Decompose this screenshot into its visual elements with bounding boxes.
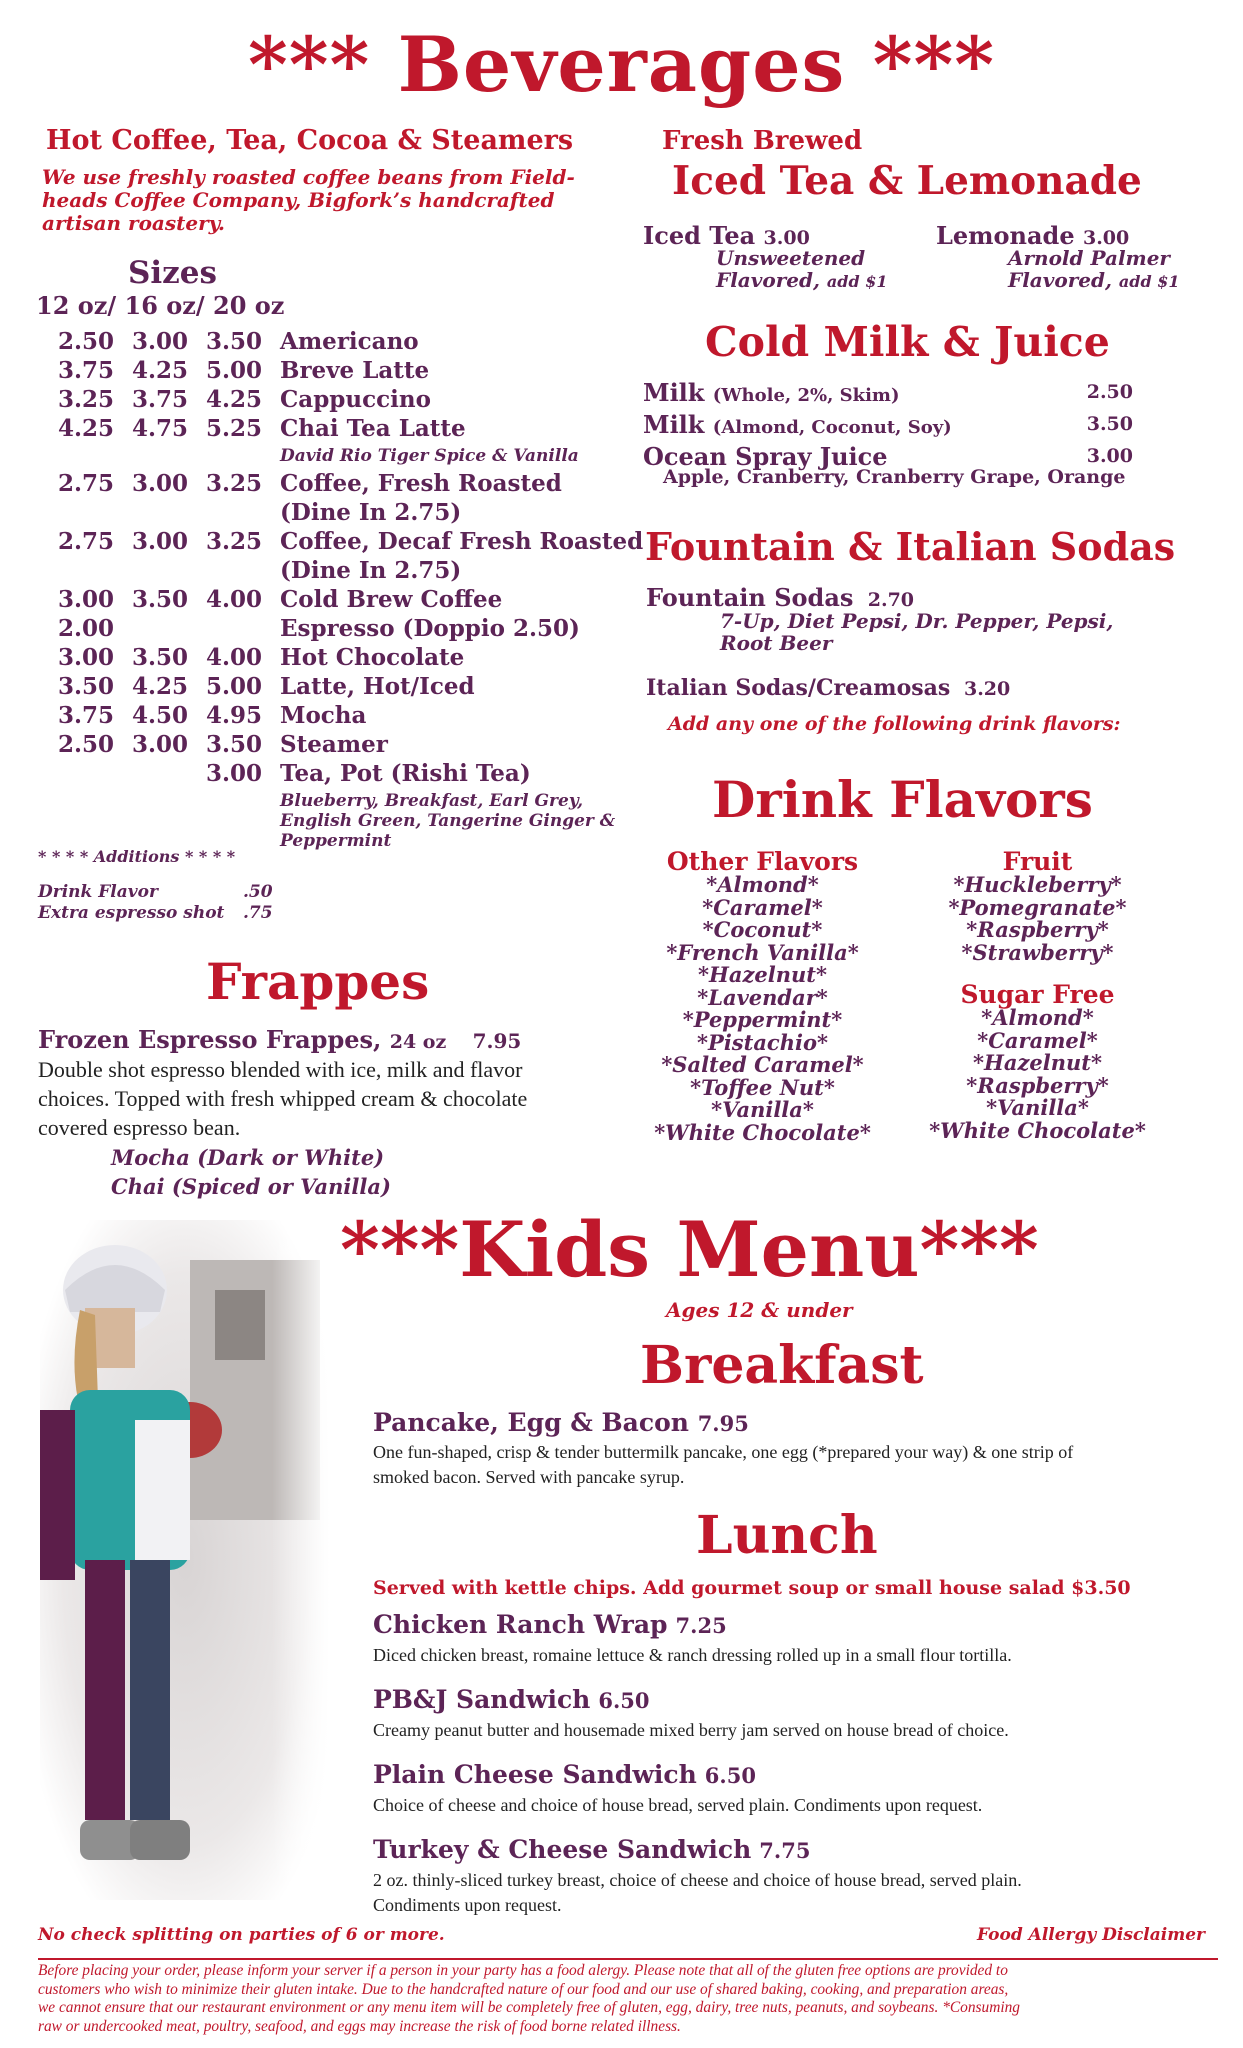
- coffee-item: [58, 643, 648, 672]
- coffee-price-p1: 2.75: [58, 470, 115, 497]
- coffee-item-name: Americano: [280, 328, 419, 355]
- frappes-item: Frozen Espresso Frappes, 24 oz 7.95: [38, 1025, 522, 1054]
- lunch-item-description: Choice of cheese and choice of house bread, served plain. Condiments upon request.: [373, 1795, 983, 1815]
- flavor-item: *Pistachio*: [697, 1029, 828, 1055]
- lunch-item-description: Creamy peanut butter and housemade mixed berry jam served on house bread of choice.: [373, 1720, 1009, 1740]
- allergy-disclaimer-text: Before placing your order, please inform your server if a person in your party has a food alergy. Please note that all of the gluten free options are provided to customers who wish to minimize their gluten intake. Due to the handcrafted nature of our food and our use of shared baking, cooking, and preparation areas, we cannot ensure that our restaurant environment or any menu item will be completely free of gluten, egg, dairy, tree nuts, peanuts, and soybeans. *Consuming raw or undercooked meat, poultry, seafood, and eggs may increase the risk of food borne related illness.: [38, 1962, 1021, 2035]
- coffee-price-p1: 3.00: [58, 644, 115, 671]
- coffee-subnote: [58, 791, 648, 811]
- lunch-item-title: [373, 1758, 1022, 1793]
- coffee-item: [58, 759, 648, 788]
- fountain-sodas-list: 7-Up, Diet Pepsi, Dr. Pepper, Pepsi, Root Beer: [720, 609, 1114, 655]
- flavor-item: *Almond*: [981, 1005, 1094, 1030]
- lunch-note: Served with kettle chips. Add gourmet soup or small house salad $3.50: [373, 1577, 1131, 1599]
- child-photo-illustration: [40, 1220, 330, 1900]
- coffee-price-p3: 3.50: [206, 328, 263, 355]
- lunch-item-price: 6.50: [704, 1763, 756, 1788]
- coffee-item-name: Cold Brew Coffee: [280, 586, 503, 613]
- beverages-title: *** Beverages ***: [247, 20, 996, 109]
- fresh-brewed-label: Fresh Brewed: [662, 126, 863, 156]
- lunch-item-price: 6.50: [598, 1688, 650, 1713]
- coffee-price-p1: 3.25: [58, 386, 115, 413]
- fruit-flavors-list: [905, 874, 1170, 964]
- coffee-price-p1: [58, 759, 132, 788]
- coffee-price-p2: 3.00: [132, 328, 189, 355]
- coffee-price-p1: 2.50: [58, 731, 115, 758]
- flavor-item: *Huckleberry*: [953, 872, 1122, 897]
- coffee-item-name: Espresso (Doppio 2.50): [280, 615, 580, 642]
- coffee-price-p1: [58, 498, 132, 527]
- breakfast-heading: Breakfast: [640, 1335, 924, 1396]
- lunch-item-name: Turkey & Cheese Sandwich: [373, 1835, 752, 1864]
- cold-milk-juice-heading: Cold Milk & Juice: [705, 318, 1110, 366]
- frappes-heading: Frappes: [206, 952, 430, 1011]
- lemonade-item: Lemonade 3.00: [936, 221, 1130, 250]
- lunch-items: [373, 1608, 1022, 1918]
- lunch-item: [373, 1683, 1022, 1743]
- flavor-item: *Strawberry*: [961, 939, 1114, 965]
- coffee-item-name: Steamer: [280, 731, 388, 758]
- flavor-item: *Raspberry*: [966, 917, 1109, 942]
- coffee-subnote: [58, 443, 648, 469]
- lunch-item-description: Diced chicken breast, romaine lettuce & ranch dressing rolled up in a small flour tortilla.: [373, 1645, 1012, 1665]
- lunch-item: [373, 1608, 1022, 1668]
- coffee-price-p3: 3.00: [206, 760, 263, 787]
- coffee-item: [58, 672, 648, 701]
- frappes-options: Mocha (Dark or White) Chai (Spiced or Vanilla): [111, 1145, 391, 1199]
- coffee-price-p3: 3.25: [206, 470, 263, 497]
- flavor-item: *Almond*: [706, 872, 819, 897]
- flavor-item: *Salted Caramel*: [661, 1052, 864, 1077]
- coffee-item-name: Coffee, Decaf Fresh Roasted: [280, 528, 644, 555]
- lunch-item-title: [373, 1833, 1022, 1868]
- coffee-price-p3: 4.00: [206, 644, 263, 671]
- flavor-item: *Peppermint*: [682, 1007, 843, 1032]
- coffee-item-name: Mocha: [280, 702, 367, 729]
- coffee-price-p3: 5.25: [206, 415, 263, 442]
- coffee-price-p2: 3.50: [132, 586, 189, 613]
- coffee-price-p3: 4.25: [206, 386, 263, 413]
- flavor-add-note: Add any one of the following drink flavors:: [668, 713, 1121, 735]
- lunch-item-price: 7.25: [675, 1613, 727, 1638]
- coffee-price-p1: 2.00: [58, 615, 115, 642]
- coffee-price-p2: 3.75: [132, 386, 189, 413]
- coffee-item: [58, 556, 648, 585]
- coffee-price-p2: 3.00: [132, 470, 189, 497]
- coffee-price-p2: 3.50: [132, 644, 189, 671]
- coffee-price-p3: [206, 614, 280, 643]
- coffee-item-name: (Dine In 2.75): [280, 499, 462, 526]
- coffee-price-p1: 3.50: [58, 673, 115, 700]
- flavor-item: *White Chocolate*: [654, 1119, 871, 1145]
- lunch-item-price: 7.75: [759, 1838, 811, 1863]
- lunch-heading: Lunch: [696, 1505, 878, 1566]
- lunch-item: [373, 1758, 1022, 1818]
- lunch-item-name: Chicken Ranch Wrap: [373, 1610, 668, 1639]
- lunch-item-title: [373, 1608, 1022, 1643]
- hot-drinks-heading: Hot Coffee, Tea, Cocoa & Steamers: [46, 125, 574, 156]
- lemonade-options: Arnold Palmer Flavored, add $1: [1008, 246, 1180, 292]
- coffee-price-p3: [206, 498, 280, 527]
- iced-tea-options: Unsweetened Flavored, add $1: [716, 246, 888, 292]
- coffee-price-p2: 4.50: [132, 702, 189, 729]
- coffee-item: [58, 527, 648, 556]
- coffee-item-name: Coffee, Fresh Roasted: [280, 470, 562, 497]
- additions-heading: * * * * Additions * * * *: [38, 847, 236, 866]
- coffee-subnote: [58, 811, 648, 831]
- coffee-item: [58, 469, 648, 498]
- other-flavors-list: [630, 874, 895, 1144]
- coffee-item: [58, 585, 648, 614]
- iced-tea-lemonade-heading: Iced Tea & Lemonade: [672, 158, 1142, 204]
- flavor-item: *Raspberry*: [966, 1072, 1109, 1098]
- coffee-price-p2: [132, 759, 206, 788]
- coffee-price-p3: 5.00: [206, 357, 263, 384]
- coffee-subnote-text: English Green, Tangerine Ginger &: [280, 811, 616, 831]
- flavor-item: *Caramel*: [977, 1027, 1098, 1053]
- coffee-subnote-text: Peppermint: [280, 831, 392, 851]
- flavor-item: *Hazelnut*: [698, 962, 827, 987]
- footer-divider: [38, 1958, 1218, 1960]
- flavor-item: *Toffee Nut*: [690, 1074, 835, 1100]
- allergy-disclaimer-title: Food Allergy Disclaimer: [977, 1925, 1205, 1945]
- cold-drinks-list: Milk (Whole, 2%, Skim) 2.50 Milk (Almond, Coconut, Soy) 3.50 Ocean Spray Juice 3.00: [643, 378, 1133, 471]
- coffee-price-p3: 4.00: [206, 586, 263, 613]
- coffee-item: [58, 701, 648, 730]
- coffee-price-p2: 4.25: [132, 357, 189, 384]
- flavor-item: *White Chocolate*: [929, 1117, 1146, 1143]
- other-flavors-heading: Other Flavors: [666, 847, 859, 876]
- fruit-heading: Fruit: [1002, 847, 1073, 876]
- coffee-price-p1: [58, 556, 132, 585]
- italian-sodas-item: Italian Sodas/Creamosas 3.20: [646, 675, 1011, 701]
- coffee-item-name: Hot Chocolate: [280, 644, 465, 671]
- coffee-price-p2: 3.00: [132, 528, 189, 555]
- lunch-item-name: PB&J Sandwich: [373, 1685, 591, 1714]
- coffee-price-p2: [132, 498, 206, 527]
- coffee-item-name: Chai Tea Latte: [280, 415, 466, 442]
- coffee-item-name: Cappuccino: [280, 386, 431, 413]
- hot-drinks-intro: We use freshly roasted coffee beans from Field- heads Coffee Company, Bigfork’s handcrafted artisan roastery.: [42, 165, 575, 235]
- child-photo: [40, 1220, 330, 1900]
- coffee-item: [58, 414, 648, 443]
- coffee-subnote-text: David Rio Tiger Spice & Vanilla: [280, 446, 579, 466]
- lunch-item-description: 2 oz. thinly-sliced turkey breast, choice of cheese and choice of house bread, served plain.: [373, 1870, 1022, 1890]
- fountain-sodas-item: Fountain Sodas 2.70: [646, 583, 915, 612]
- coffee-item: [58, 498, 648, 527]
- coffee-price-p1: 3.00: [58, 586, 115, 613]
- coffee-item-name: (Dine In 2.75): [280, 557, 462, 584]
- flavor-item: *French Vanilla*: [666, 939, 859, 965]
- flavor-item: *Vanilla*: [986, 1095, 1089, 1120]
- flavor-item: *Vanilla*: [711, 1097, 814, 1122]
- coffee-price-p1: 3.75: [58, 702, 115, 729]
- coffee-price-p2: 3.00: [132, 731, 189, 758]
- lunch-item-title: [373, 1683, 1022, 1718]
- lunch-item-name: Plain Cheese Sandwich: [373, 1760, 697, 1789]
- check-splitting-note: No check splitting on parties of 6 or more.: [38, 1925, 445, 1945]
- drink-flavors-heading: Drink Flavors: [712, 770, 1093, 829]
- coffee-price-p3: 5.00: [206, 673, 263, 700]
- coffee-price-list: [58, 327, 648, 851]
- coffee-price-p2: 4.25: [132, 673, 189, 700]
- coffee-price-p1: 3.75: [58, 357, 115, 384]
- sizes-label: Sizes: [128, 255, 217, 291]
- flavor-item: *Pomegranate*: [948, 894, 1127, 920]
- coffee-item: [58, 730, 648, 759]
- coffee-item-name: Breve Latte: [280, 357, 430, 384]
- coffee-price-p2: [132, 614, 206, 643]
- flavor-item: *Hazelnut*: [973, 1050, 1102, 1075]
- iced-tea-item: Iced Tea 3.00: [643, 221, 810, 250]
- sugar-free-flavors-list: [905, 1007, 1170, 1142]
- coffee-price-p1: 4.25: [58, 415, 115, 442]
- coffee-price-p1: 2.50: [58, 328, 115, 355]
- coffee-item-name: Latte, Hot/Iced: [280, 673, 475, 700]
- coffee-item: [58, 385, 648, 414]
- lunch-item: [373, 1833, 1022, 1918]
- flavor-item: *Coconut*: [702, 917, 823, 942]
- sodas-heading: Fountain & Italian Sodas: [645, 524, 1176, 569]
- coffee-price-p3: [206, 556, 280, 585]
- coffee-price-p3: 4.95: [206, 702, 263, 729]
- sugar-free-heading: Sugar Free: [960, 980, 1115, 1009]
- flavor-item: *Caramel*: [702, 894, 823, 920]
- coffee-item: [58, 327, 648, 356]
- coffee-price-p1: 2.75: [58, 528, 115, 555]
- coffee-item: [58, 614, 648, 643]
- coffee-price-p3: 3.25: [206, 528, 263, 555]
- breakfast-description: One fun-shaped, crisp & tender buttermilk pancake, one egg (*prepared your way) & one strip of smoked bacon. Served with pancake syrup.: [373, 1442, 1074, 1487]
- coffee-item-name: Tea, Pot (Rishi Tea): [280, 760, 531, 787]
- sizes-values: 12 oz/ 16 oz/ 20 oz: [36, 291, 285, 320]
- coffee-subnote-text: Blueberry, Breakfast, Earl Grey,: [280, 791, 583, 811]
- coffee-price-p2: [132, 556, 206, 585]
- kids-ages: Ages 12 & under: [666, 1298, 853, 1322]
- lunch-item-description: Condiments upon request.: [373, 1895, 562, 1915]
- juice-options: Apple, Cranberry, Cranberry Grape, Orange: [663, 466, 1126, 488]
- coffee-price-p2: 4.75: [132, 415, 189, 442]
- frappes-description: Double shot espresso blended with ice, milk and flavor choices. Topped with fresh whipped cream & chocolate covered espresso bean.: [38, 1057, 528, 1140]
- breakfast-item: Pancake, Egg & Bacon 7.95: [373, 1408, 749, 1437]
- coffee-price-p3: 3.50: [206, 731, 263, 758]
- additions-list: Drink Flavor .50 Extra espresso shot .75: [38, 882, 273, 923]
- coffee-item: [58, 356, 648, 385]
- kids-menu-title: ***Kids Menu***: [340, 1205, 1039, 1294]
- flavor-item: *Lavendar*: [697, 984, 828, 1010]
